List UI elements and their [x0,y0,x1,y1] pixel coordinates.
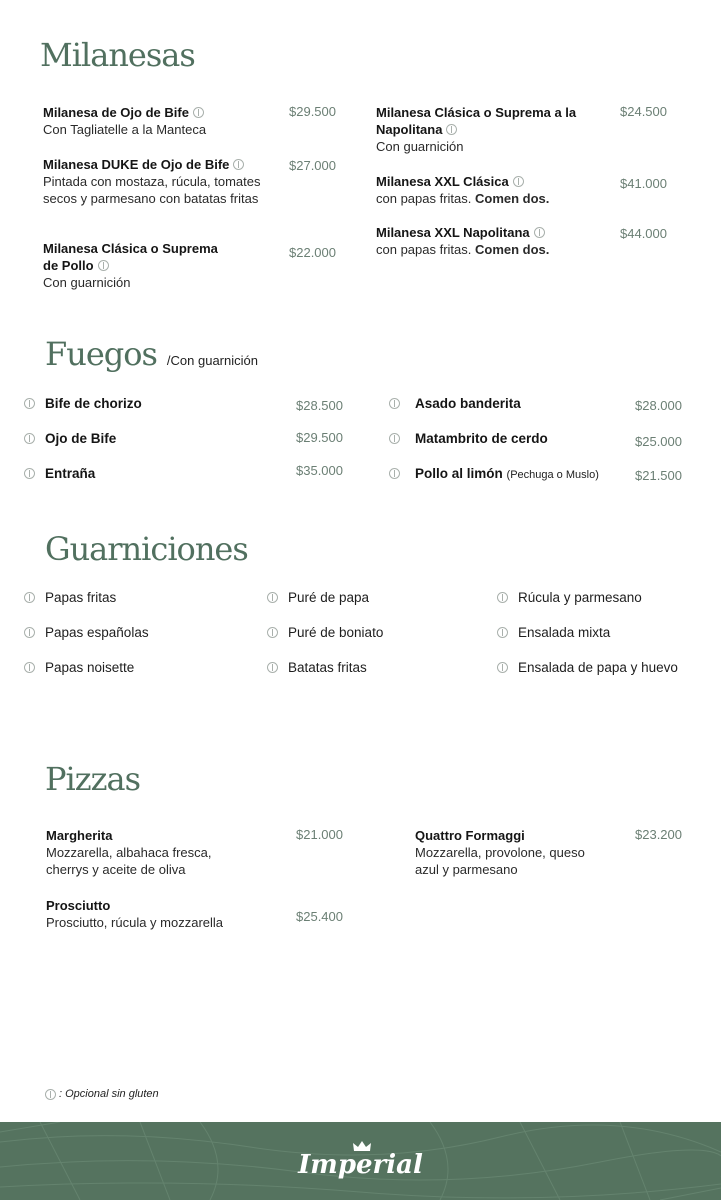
item-name: Entraña [45,466,96,481]
item-description: Prosciutto, rúcula y mozzarella [46,915,224,930]
section-title-guarniciones: Guarniciones [45,530,248,568]
gluten-free-icon [24,433,35,444]
gluten-free-icon [534,227,545,238]
gluten-free-icon [497,662,508,673]
gluten-free-icon [24,662,35,673]
gluten-free-icon [497,627,508,638]
footnote [45,1088,159,1100]
item-name: Rúcula y parmesano [518,590,642,605]
item-name: Matambrito de cerdo [415,431,548,446]
list-item [497,625,610,640]
item-name: Puré de papa [288,590,370,605]
item-description: Mozzarella, albahaca fresca, [46,845,212,860]
item-description: Con Tagliatelle a la Manteca [43,122,207,137]
item-name: Ensalada de papa y huevo [518,660,678,675]
menu-item [46,897,286,931]
list-item [24,660,134,675]
brand-logo: Imperial [298,1150,423,1180]
item-description: con papas fritas. [376,242,475,257]
item-price: $21.500 [635,468,682,483]
item-name: Milanesa XXL Napolitana [376,225,530,240]
gluten-free-icon [45,1089,56,1100]
item-price: $29.500 [289,104,336,119]
item-description: Mozzarella, provolone, queso [415,845,585,860]
menu-item [376,173,616,207]
item-price: $28.000 [635,398,682,413]
item-description: Con guarnición [43,275,131,290]
gluten-free-icon [389,398,400,409]
list-item [389,396,521,411]
item-price: $28.500 [296,398,343,413]
item-name: Prosciutto [46,898,111,913]
item-name: Ensalada mixta [518,625,611,640]
list-item [497,590,642,605]
item-price: $29.500 [296,430,343,445]
item-name: Napolitana [376,122,443,137]
list-item [389,466,599,481]
item-name: Margherita [46,828,113,843]
gluten-free-icon [389,433,400,444]
gluten-free-icon [446,124,457,135]
menu-item [43,240,283,291]
item-name: Milanesa de Ojo de Bife [43,105,189,120]
menu-item [415,827,625,878]
item-name: Batatas fritas [288,660,367,675]
section-title-fuegos [45,335,258,373]
item-name: Bife de chorizo [45,396,142,411]
item-name: Papas fritas [45,590,117,605]
list-item [24,431,116,446]
section-title-milanesas: Milanesas [40,36,195,74]
menu-item [43,156,273,207]
list-item [497,660,678,675]
item-name: Quattro Formaggi [415,828,525,843]
item-name: Asado banderita [415,396,521,411]
list-item [24,396,142,411]
gluten-free-icon [233,159,244,170]
menu-item [46,827,286,878]
list-item [267,590,369,605]
gluten-free-icon [24,592,35,603]
item-name: Milanesa Clásica o Suprema [43,241,218,256]
item-name: Puré de boniato [288,625,384,640]
section-subtitle: /Con guarnición [166,353,258,368]
gluten-free-icon [497,592,508,603]
item-name: Milanesa DUKE de Ojo de Bife [43,157,230,172]
menu-item [376,104,616,155]
list-item [389,431,548,446]
gluten-free-icon [24,468,35,479]
item-price: $35.000 [296,463,343,478]
item-price: $25.000 [635,434,682,449]
gluten-free-icon [193,107,204,118]
list-item [24,625,149,640]
item-price: $22.000 [289,245,336,260]
item-name: Pollo al limón [415,466,503,481]
item-description-bold: Comen dos. [475,191,550,206]
item-description: Con guarnición [376,139,464,154]
item-price: $41.000 [620,176,667,191]
item-name: Milanesa Clásica o Suprema a la [376,105,577,120]
item-name: Milanesa XXL Clásica [376,174,509,189]
list-item [267,660,367,675]
item-name: Ojo de Bife [45,431,117,446]
list-item [24,590,116,605]
item-description: cherrys y aceite de oliva [46,862,186,877]
item-name: Papas noisette [45,660,135,675]
gluten-free-icon [389,468,400,479]
item-price: $21.000 [296,827,343,842]
gluten-free-icon [24,627,35,638]
gluten-free-icon [513,176,524,187]
item-description: con papas fritas. [376,191,475,206]
section-title-pizzas: Pizzas [45,760,140,798]
item-price: $25.400 [296,909,343,924]
footnote-text: : Opcional sin gluten [59,1088,159,1100]
item-price: $23.200 [635,827,682,842]
gluten-free-icon [267,662,278,673]
item-name: Papas españolas [45,625,149,640]
gluten-free-icon [98,260,109,271]
item-description: Pintada con mostaza, rúcula, tomates secos y parmesano con batatas fritas [43,174,261,206]
menu-item [376,224,616,258]
item-description: azul y parmesano [415,862,518,877]
list-item [267,625,383,640]
item-price: $44.000 [620,226,667,241]
item-price: $27.000 [289,158,336,173]
gluten-free-icon [267,592,278,603]
menu-item [43,104,283,138]
list-item [24,466,95,481]
gluten-free-icon [267,627,278,638]
item-note: (Pechuga o Muslo) [506,469,599,481]
section-title-text: Fuegos [45,335,157,373]
gluten-free-icon [24,398,35,409]
item-description-bold: Comen dos. [475,242,550,257]
item-price: $24.500 [620,104,667,119]
item-name: de Pollo [43,258,94,273]
